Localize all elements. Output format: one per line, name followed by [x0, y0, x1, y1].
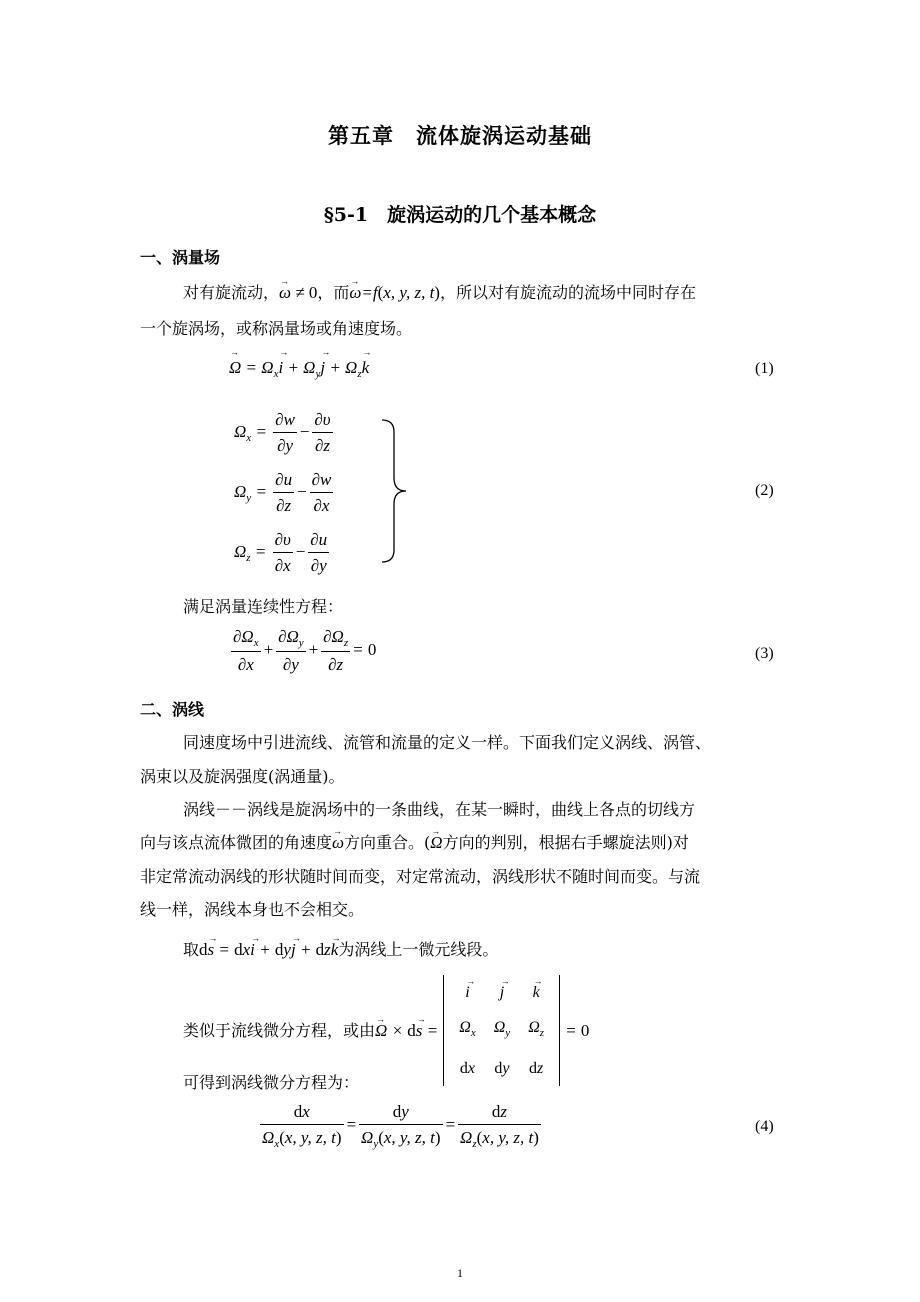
equation-omega-z: $\Omega_z$ = $\frac{\partial\upsilon}{\partial x}$ − $\frac{\partial u}{\partial y}$	[234, 530, 328, 575]
equation-omega-x: $\Omega_x$ = $\frac{\partial w}{\partial y}$ − $\frac{\partial\upsilon}{\partial z}$	[234, 410, 331, 455]
paragraph-vortex-ode-intro: 可得到涡线微分方程为：	[183, 1073, 360, 1092]
paragraph-rotational-flow-line2: 一个旋涡场，或称涡量场或角速度场。	[140, 319, 413, 338]
omega-function-formula: → ω=f(x, y, z, t)	[349, 283, 440, 302]
paragraph-vortex-line-1: 涡线－－涡线是旋涡场中的一条曲线，在某一瞬时，曲线上各点的切线方	[183, 800, 696, 819]
equation-omega-y: $\Omega_y$ = $\frac{\partial u}{\partial z}$ − $\frac{\partial w}{\partial x}$	[234, 470, 332, 515]
paragraph-vortex-definition-line1: 同速度场中引进流线、流管和流量的定义一样。下面我们定义涡线、涡管、	[183, 733, 712, 752]
equation-vorticity-vector: → $\Omega = \Omega_x\to i + \Omega_y\to j + \Omega_z\to k$	[229, 358, 369, 380]
equation-vorticity-continuity: $\frac{\partial\Omega_x}{\partial x}$ + $\frac{\partial\Omega_y}{\partial y}$ + $\frac{\partial\Omega_z}{\partial z}$ = 0	[233, 627, 377, 674]
page-number: 1	[457, 1266, 463, 1280]
paragraph-cross-product: 类似于流线微分方程，或由→ Ω × d→ s = → i → j → k $\Omega_x$ $\Omega_y$ $\Omega_z$ dx dy dz = 0	[183, 975, 589, 1086]
heading-vortex-line: 二、涡线	[140, 700, 205, 719]
equation-number-1: (1)	[755, 360, 774, 377]
cross-product-formula: → Ω × d→ s =	[375, 1021, 438, 1040]
determinant-matrix: → i → j → k $\Omega_x$ $\Omega_y$ $\Omega_z$ dx dy dz	[443, 975, 560, 1086]
omega-symbol: → ω	[332, 833, 344, 852]
omega-nonzero-formula: → ω ≠ 0	[279, 283, 317, 302]
equation-number-2: (2)	[755, 482, 774, 499]
line-element-formula: d→ s = dx→ i + dy→ j + dz→ k	[199, 940, 338, 959]
heading-vorticity-field: 一、涡量场	[140, 248, 221, 267]
paragraph-vortex-line-4: 线一样，涡线本身也不会相交。	[140, 900, 365, 919]
section-title: §5-1 旋涡运动的几个基本概念	[323, 204, 597, 226]
big-omega-symbol: → Ω	[430, 833, 442, 852]
paragraph-vortex-line-2: 向与该点流体微团的角速度→ ω方向重合。(→ Ω方向的判别，根据右手螺旋法则)对	[140, 826, 689, 859]
equation-vortex-line-ode: $\frac{dx}{\Omega_x(x, y, z, t)}$ = $\frac{dy}{\Omega_y(x, y, z, t)}$ = $\frac{dz}{\Omega_z(x, y, z, t)}$	[262, 1102, 539, 1150]
right-brace-icon	[378, 418, 410, 564]
continuity-label: 满足涡量连续性方程：	[183, 597, 344, 616]
paragraph-vortex-definition-line2: 涡束以及旋涡强度(涡通量)。	[140, 767, 345, 786]
paragraph-vortex-line-3: 非定常流动涡线的形状随时间而变，对定常流动，涡线形状不随时间而变。与流	[140, 867, 701, 886]
paragraph-rotational-flow-line1: 对有旋流动，→ ω ≠ 0，而→ ω=f(x, y, z, t)，所以对有旋流动的流场中同时存在	[183, 276, 696, 309]
equation-number-4: (4)	[755, 1118, 774, 1135]
paragraph-line-element: 取d→ s = dx→ i + dy→ j + dz→ k为涡线上一微元线段。	[183, 933, 498, 966]
equation-number-3: (3)	[755, 645, 774, 662]
chapter-title: 第五章 流体旋涡运动基础	[328, 123, 592, 148]
